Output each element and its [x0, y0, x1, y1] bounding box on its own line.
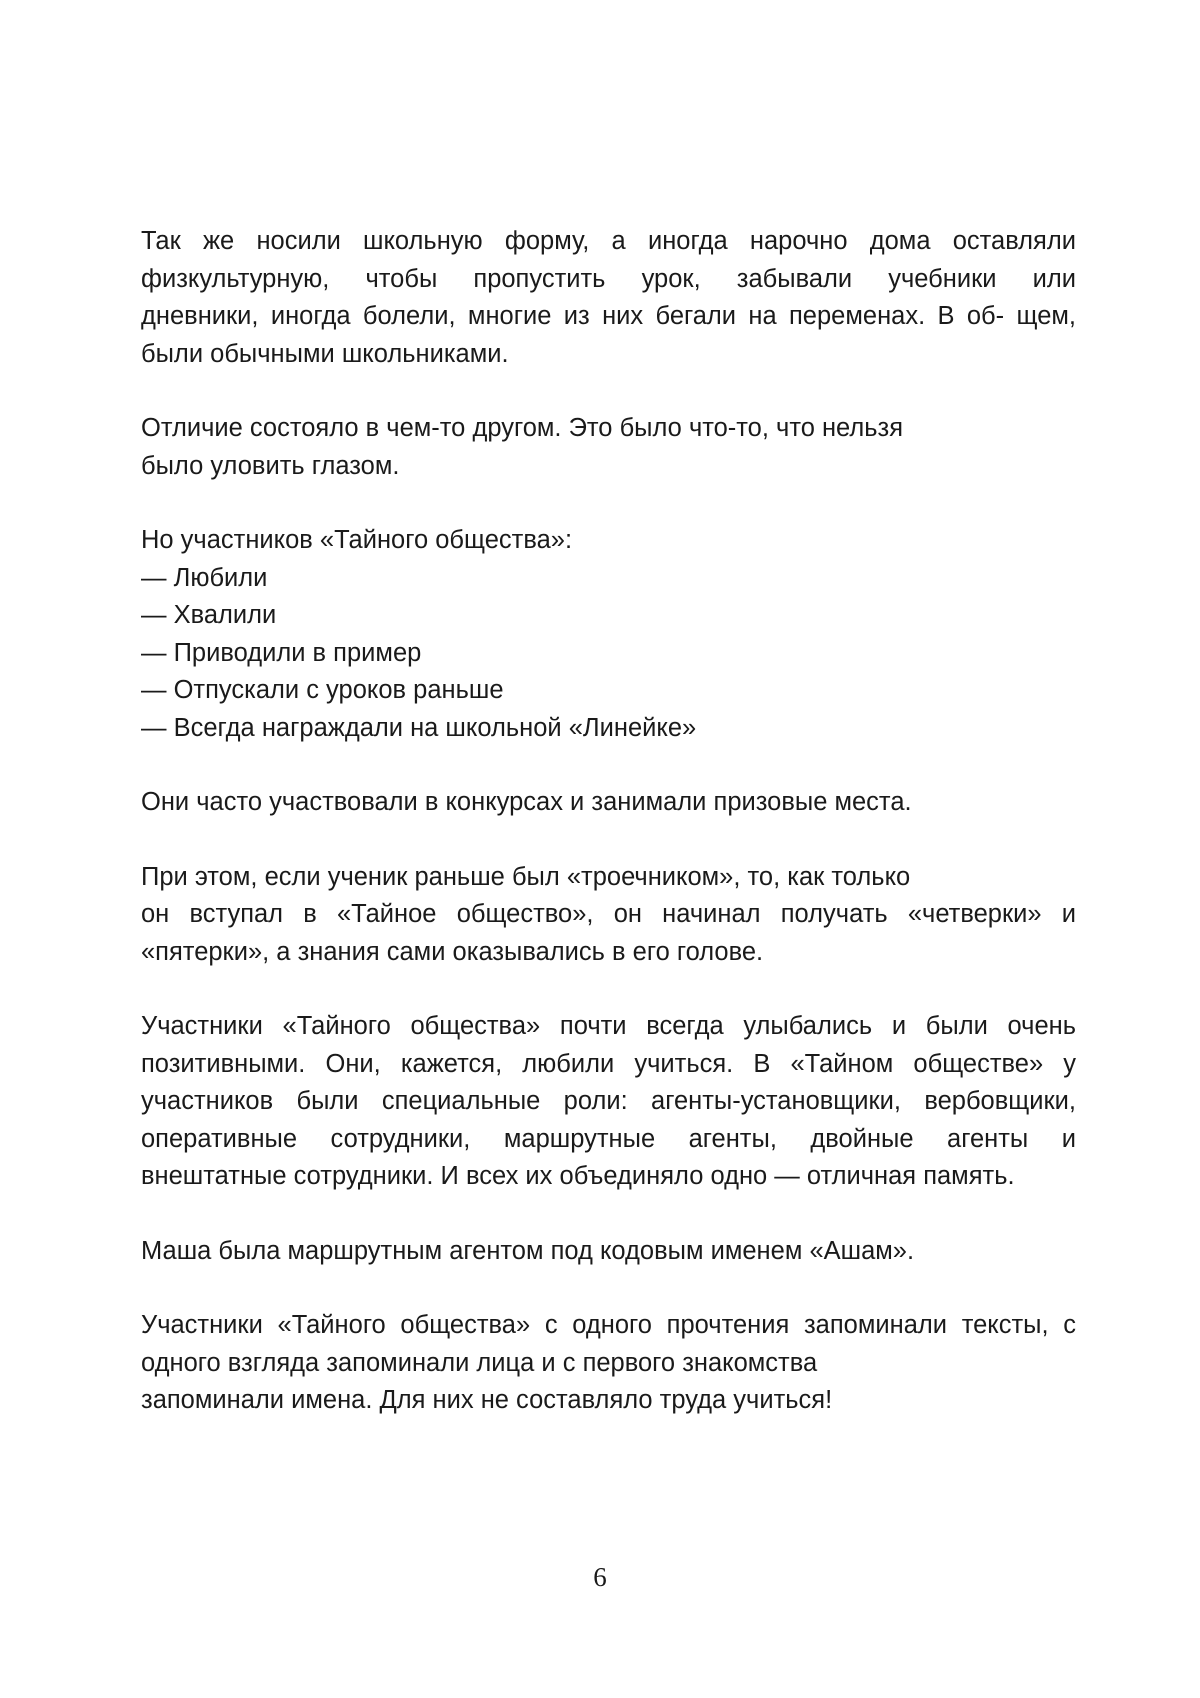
text-line: запоминали имена. Для них не составляло труда учиться! — [141, 1386, 833, 1414]
text-line: Участники «Тайного общества» с одного прочтения запоминали тексты, с — [141, 1311, 1076, 1339]
text-line: было уловить глазом. — [141, 451, 400, 480]
text-line: При этом, если ученик раньше был «троечником», то, как только — [141, 862, 911, 891]
paragraph-school-uniform — [141, 223, 1076, 373]
text-line: Маша была маршрутным агентом под кодовым именем «Ашам». — [141, 1236, 915, 1265]
paragraph-roles — [141, 1008, 1076, 1196]
paragraph-memory — [141, 1307, 1076, 1420]
paragraph-grades — [141, 859, 1076, 972]
paragraph-members-list — [141, 522, 1076, 747]
list-item: — Хвалили — [141, 601, 277, 629]
text-line: Они часто участвовали в конкурсах и занимали призовые места. — [141, 788, 912, 816]
text-line: он вступал в «Тайное общество», он начинал получать «четверки» и — [141, 900, 1076, 928]
text-line: одного взгляда запоминали лица и с первого знакомства — [141, 1348, 818, 1377]
text-line: позитивными. Они, кажется, любили учиться. В «Тайном обществе» у — [141, 1049, 1076, 1078]
text-line: оперативные сотрудники, маршрутные агенты, двойные агенты и — [141, 1124, 1076, 1153]
privileges-list — [141, 560, 1076, 748]
text-line: Так же носили школьную форму, а иногда нарочно дома оставляли — [141, 227, 1076, 255]
paragraph-masha — [141, 1233, 1076, 1271]
text-line: участников были специальные роли: агенты-установщики, вербовщики, — [141, 1087, 1076, 1115]
list-item: — Отпускали с уроков раньше — [141, 676, 504, 704]
list-intro: Но участников «Тайного общества»: — [141, 526, 573, 554]
text-line: физкультурную, чтобы пропустить урок, забывали учебники или — [141, 264, 1076, 293]
page-number: 6 — [593, 1562, 607, 1592]
text-line: дневники, иногда болели, многие из них бегали на переменах. В об- щем, — [141, 302, 1076, 330]
paragraph-contests — [141, 784, 1076, 822]
text-line: внештатные сотрудники. И всех их объединяло одно — отличная память. — [141, 1162, 1015, 1190]
list-item: — Приводили в пример — [141, 638, 422, 667]
text-line: были обычными школьниками. — [141, 339, 509, 368]
text-line: Отличие состояло в чем-то другом. Это было что-то, что нельзя — [141, 414, 904, 442]
list-item: — Любили — [141, 563, 268, 592]
paragraph-difference — [141, 410, 1076, 485]
text-line: «пятерки», а знания сами оказывались в его голове. — [141, 937, 764, 966]
text-line: Участники «Тайного общества» почти всегда улыбались и были очень — [141, 1012, 1076, 1040]
list-item: — Всегда награждали на школьной «Линейке» — [141, 713, 697, 742]
page-body — [141, 223, 1076, 1457]
